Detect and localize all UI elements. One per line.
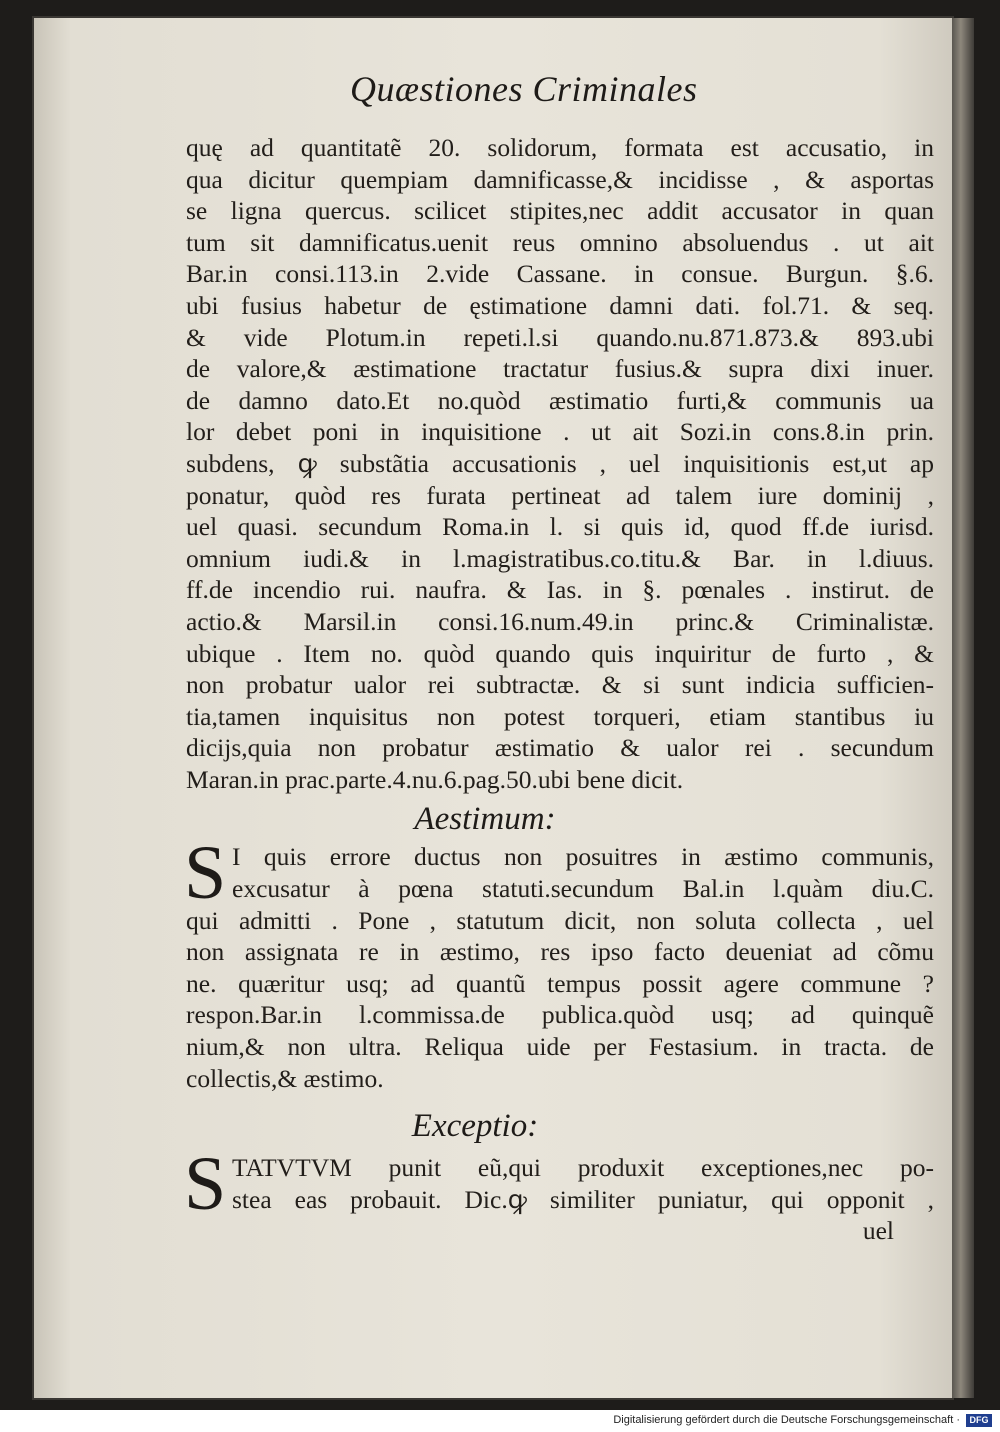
section-heading-aestimum: Aestimum: [414, 801, 556, 838]
page-edge [952, 18, 974, 1398]
text-line: non assignata re in æstimo, res ipso facto deueniat ad cõmu [186, 937, 934, 967]
catchword: uel [862, 1216, 894, 1246]
text-line: tum sit damnificatus.uenit reus omnino absoluendus . ut ait [186, 227, 934, 257]
text-line: de valore,& æstimatione tractatur fusius.& supra dixi inuer. [186, 354, 934, 384]
text-line: excusatur à pœna statuti.secundum Bal.in l.quàm diu.C. [232, 874, 934, 904]
text-line: ubi fusius habetur de ęstimatione damni dati. fol.71. & seq. [186, 290, 934, 320]
text-line: I quis errore ductus non posuitres in æstimo communis, [232, 842, 934, 872]
text-line: actio.& Marsil.in consi.16.num.49.in princ.& Criminalistæ. [186, 606, 934, 636]
text-line: quę ad quantitatẽ 20. solidorum, formata est accusatio, in [186, 133, 934, 162]
text-line: ubique . Item no. quòd quando quis inquiritur de furto , & [186, 638, 934, 668]
text-line: omnium iudi.& in l.magistratibus.co.titu.& Bar. in l.diuus. [186, 543, 934, 573]
text-line: subdens, ꝙ substãtia accusationis , uel inquisitionis est,ut ap [186, 448, 934, 478]
text-line: de damno dato.Et no.quòd æstimatio furti,& communis ua [186, 385, 934, 415]
text-line: nium,& non ultra. Reliqua uide per Festasium. in tracta. de [186, 1032, 934, 1062]
footer-bar [0, 1410, 1000, 1432]
text-line: se ligna quercus. scilicet stipites,nec addit accusator in quan [186, 196, 934, 226]
text-line: respon.Bar.in l.commissa.de publica.quòd usq; ad quinquẽ [186, 1000, 934, 1030]
text-block [186, 132, 934, 1247]
text-line: non probatur ualor rei subtractæ. & si sunt indicia sufficien- [186, 670, 934, 700]
text-line: tia,tamen inquisitus non potest torqueri, etiam stantibus iu [186, 701, 934, 731]
drop-cap: S [184, 1142, 227, 1227]
paragraph-1 [186, 132, 934, 795]
section-heading-exceptio: Exceptio: [411, 1108, 539, 1145]
dfg-logo-icon: DFG [966, 1414, 992, 1427]
text-line: uel quasi. secundum Roma.in l. si quis id, quod ff.de iurisd. [186, 512, 934, 542]
paragraph-2 [184, 831, 934, 1094]
text-line: stea eas probauit. Dic.ꝙ similiter puniatur, qui opponit , [232, 1184, 934, 1214]
drop-cap: S [184, 831, 227, 916]
footer-credit: Digitalisierung gefördert durch die Deutsche Forschungsgemeinschaft · [613, 1414, 960, 1426]
text-line: dicijs,quia non probatur æstimatio & ualor rei . secundum [186, 733, 934, 763]
text-line: ff.de incendio rui. naufra. & Ias. in §. pœnales . instirut. de [186, 575, 934, 605]
text-line: lor debet poni in inquisitione . ut ait Sozi.in cons.8.in prin. [186, 417, 934, 447]
paragraph-3 [184, 1142, 934, 1247]
text-line: qui admitti . Pone , statutum dicit, non soluta collecta , uel [186, 905, 934, 935]
running-head: Quæstiones Criminales [350, 69, 698, 109]
text-line: qua dicitur quempiam damnificasse,& incidisse , & asportas [186, 164, 934, 194]
text-line: Maran.in prac.parte.4.nu.6.pag.50.ubi bene dicit. [186, 764, 684, 794]
text-line: ne. quæritur usq; ad quantũ tempus possit agere commune ? [186, 968, 934, 998]
text-line: collectis,& æstimo. [186, 1063, 384, 1093]
text-line: TATVTVM punit eũ,qui produxit exceptiones,nec po- [232, 1153, 934, 1183]
text-line: & vide Plotum.in repeti.l.si quando.nu.871.873.& 893.ubi [186, 322, 934, 352]
text-line: Bar.in consi.113.in 2.vide Cassane. in consue. Burgun. §.6. [186, 259, 934, 289]
text-line: ponatur, quòd res furata pertineat ad talem iure dominij , [186, 480, 934, 510]
